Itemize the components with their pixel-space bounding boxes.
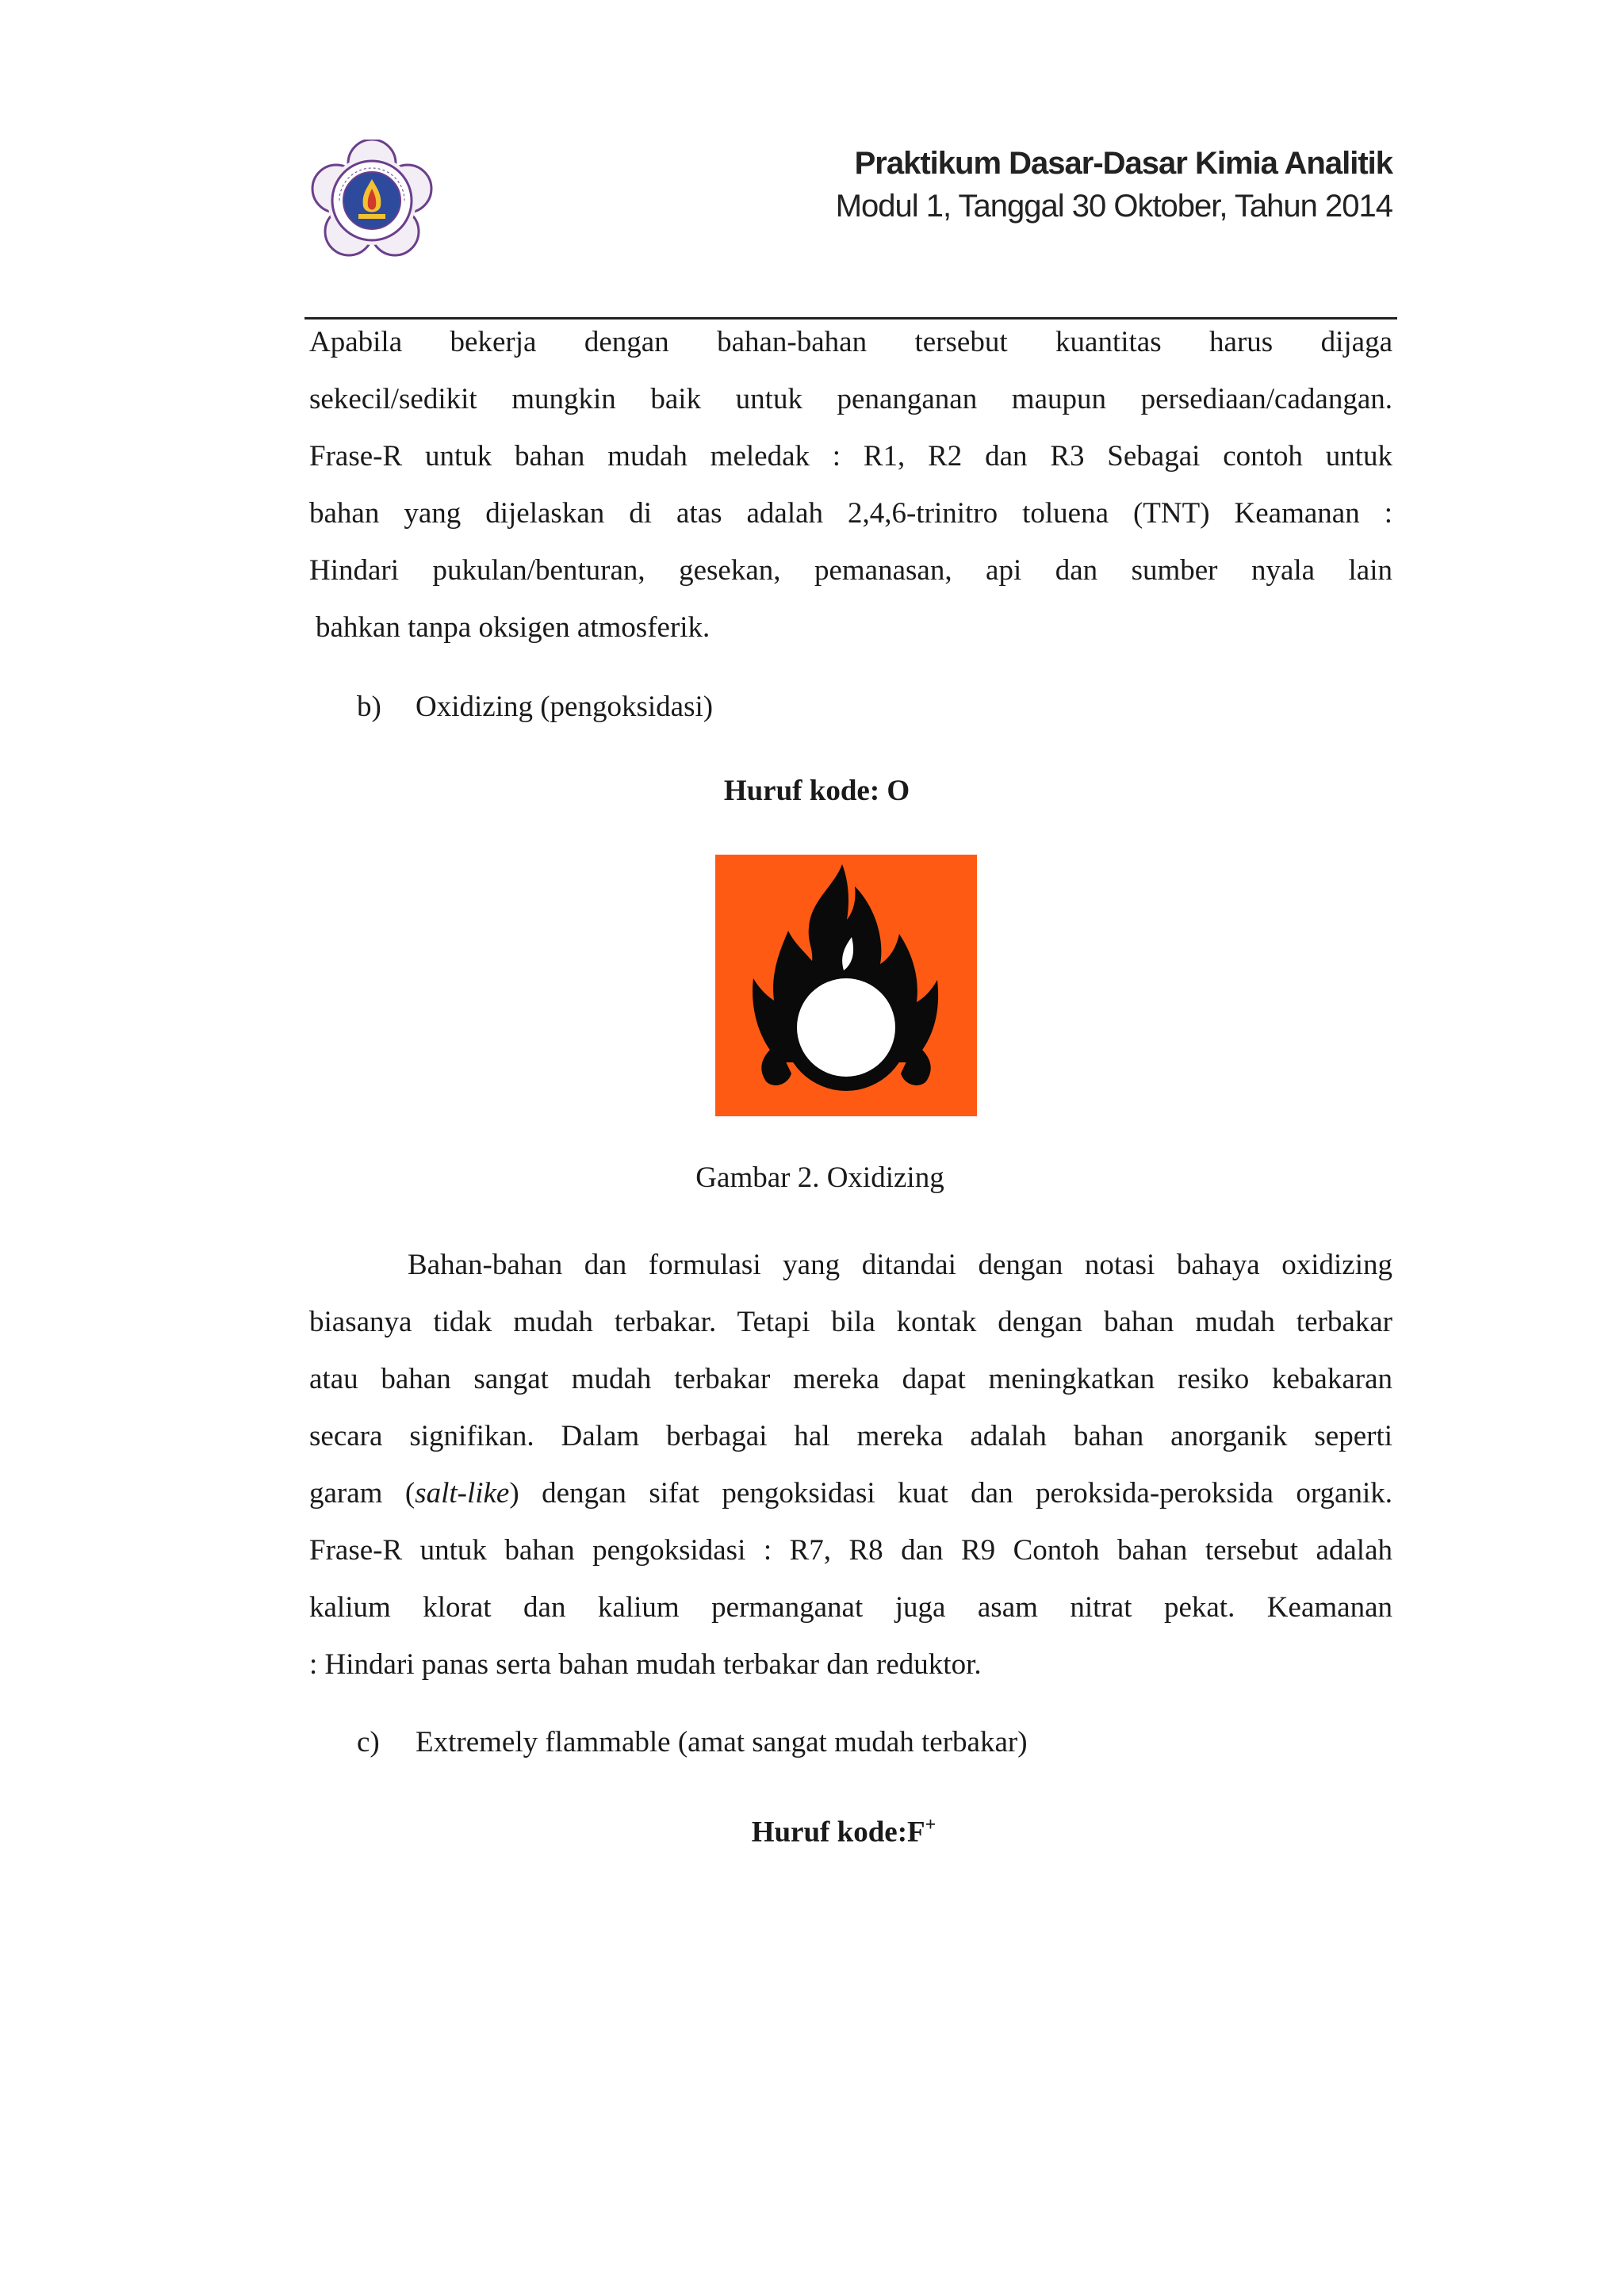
paragraph-explosive xyxy=(309,314,1392,656)
figure-caption: Gambar 2. Oxidizing xyxy=(695,1161,944,1194)
list-item-extremely-flammable xyxy=(357,1714,1028,1771)
code-letter-o: Huruf kode: O xyxy=(723,775,910,807)
paragraph-line: biasanya tidak mudah terbakar. Tetapi bila kontak dengan bahan mudah terbakar xyxy=(309,1306,1392,1338)
paragraph-line: Frase-R untuk bahan mudah meledak : R1, R2 dan R3 Sebagai contoh untuk xyxy=(309,440,1392,473)
paragraph-line: : Hindari panas serta bahan mudah terbakar dan reduktor. xyxy=(309,1648,982,1681)
header-title: Praktikum Dasar-Dasar Kimia Analitik xyxy=(854,146,1392,181)
university-logo xyxy=(311,140,433,262)
text-fragment: ) dengan sifat pengoksidasi kuat dan peroksida-peroksida organik. xyxy=(509,1477,1392,1510)
paragraph-line: secara signifikan. Dalam berbagai hal mereka adalah bahan anorganik seperti xyxy=(309,1420,1392,1452)
code-letter-f-plus xyxy=(0,1801,1624,1856)
list-item-oxidizing xyxy=(357,679,713,736)
header-subtitle: Modul 1, Tanggal 30 Oktober, Tahun 2014 xyxy=(835,189,1392,224)
paragraph-line: bahkan tanpa oksigen atmosferik. xyxy=(316,611,710,644)
paragraph-line: Frase-R untuk bahan pengoksidasi : R7, R8 dan R9 Contoh bahan tersebut adalah xyxy=(309,1534,1392,1567)
list-marker: b) xyxy=(357,691,381,723)
text-fragment: garam ( xyxy=(309,1477,416,1510)
code-superscript: + xyxy=(925,1815,936,1835)
paragraph-line: sekecil/sedikit mungkin baik untuk penanganan maupun persediaan/cadangan. xyxy=(309,383,1392,415)
list-marker: c) xyxy=(357,1726,380,1758)
list-item-text: Oxidizing (pengoksidasi) xyxy=(416,691,714,723)
italic-term: salt-like xyxy=(415,1477,510,1510)
code-text: Huruf kode:F xyxy=(751,1816,925,1849)
list-item-text: Extremely flammable (amat sangat mudah terbakar) xyxy=(416,1726,1028,1758)
paragraph-line xyxy=(309,1465,1392,1522)
oxidizing-hazard-icon xyxy=(715,855,977,1116)
paragraph-line: Hindari pukulan/benturan, gesekan, pemanasan, api dan sumber nyala lain xyxy=(309,554,1392,587)
paragraph-line: bahan yang dijelaskan di atas adalah 2,4,6-trinitro toluena (TNT) Keamanan : xyxy=(309,497,1392,530)
oxidizer-ring xyxy=(797,978,895,1077)
paragraph-line: kalium klorat dan kalium permanganat juga asam nitrat pekat. Keamanan xyxy=(309,1591,1392,1624)
paragraph-line-text: Bahan-bahan dan formulasi yang ditandai dengan notasi bahaya oxidizing xyxy=(408,1249,1392,1281)
paragraph-line: Apabila bekerja dengan bahan-bahan tersebut kuantitas harus dijaga xyxy=(309,326,1392,358)
paragraph-line xyxy=(309,1237,1392,1294)
paragraph-line: atau bahan sangat mudah terbakar mereka dapat meningkatkan resiko kebakaran xyxy=(309,1363,1392,1395)
paragraph-oxidizing xyxy=(309,1237,1392,1693)
